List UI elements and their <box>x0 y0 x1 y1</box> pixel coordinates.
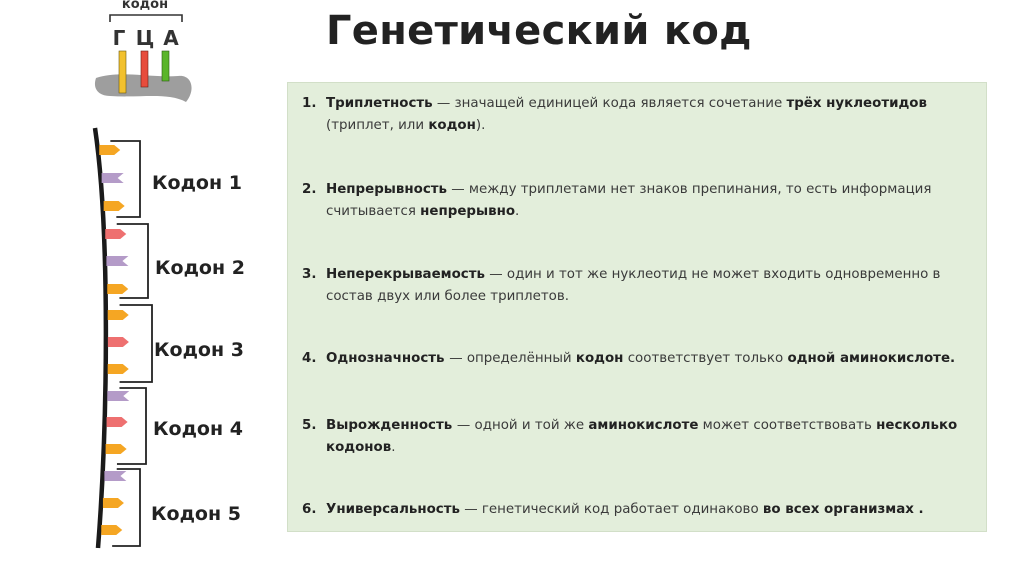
item-number: 2. <box>302 182 317 197</box>
emphasis-text: несколько кодонов <box>326 418 958 455</box>
codon-label-2: Кодон 2 <box>155 257 245 279</box>
emphasis-text: кодон <box>575 351 624 366</box>
body-text: (триплет, или <box>326 118 429 133</box>
codon-top-label: кодон <box>121 0 169 12</box>
body-text: соответствует только <box>623 351 788 366</box>
emphasis-text: кодон <box>428 118 476 133</box>
item-text <box>326 499 972 521</box>
item-number: 3. <box>302 267 317 282</box>
body-text: — генетический код работает одинаково <box>459 502 763 517</box>
nucleotide-flag <box>106 444 127 454</box>
nucleotide-flag <box>107 284 128 294</box>
emphasis-text: аминокислоте <box>588 418 699 433</box>
property-item-3 <box>302 264 972 308</box>
nucleotide-flag <box>107 417 128 427</box>
body-text: — одной и той же <box>456 418 589 433</box>
property-item-2 <box>302 179 972 223</box>
emphasis-text: трёх нуклеотидов <box>786 96 927 111</box>
nucleotide-flag <box>103 498 124 508</box>
nucleotide-flag <box>108 337 129 347</box>
property-item-1 <box>302 93 972 137</box>
item-text <box>326 415 972 459</box>
emphasis-text: непрерывно <box>420 204 516 219</box>
emphasis-text: Непрерывность <box>326 182 447 197</box>
emphasis-text: во всех организмах . <box>762 502 924 517</box>
property-item-6 <box>302 499 972 521</box>
bar-yellow <box>119 51 126 93</box>
item-text <box>326 348 972 370</box>
nucleotide-flag <box>108 364 129 374</box>
dna-strand-figure <box>0 0 280 574</box>
emphasis-text: Триплетность <box>326 96 433 111</box>
body-text: . <box>515 204 520 219</box>
body-text: — между триплетами нет знаков препинания, то есть информация считывается <box>326 182 932 219</box>
nucleotide-flag <box>102 173 124 183</box>
item-number: 4. <box>302 351 317 366</box>
letter-ts: Ц <box>135 26 155 50</box>
emphasis-text: Вырожденность <box>326 418 457 433</box>
item-number: 5. <box>302 418 317 433</box>
nucleotide-flag <box>106 256 128 266</box>
item-text <box>326 179 972 223</box>
codon-label-4: Кодон 4 <box>153 418 243 440</box>
strand-line <box>95 128 106 548</box>
property-item-5 <box>302 415 972 459</box>
body-text: . <box>391 440 396 455</box>
codon-label-5: Кодон 5 <box>151 503 241 525</box>
nucleotide-flag <box>99 145 120 155</box>
page-title: Генетический код <box>326 8 752 54</box>
body-text: ). <box>475 118 486 133</box>
nucleotide-flag <box>104 201 125 211</box>
codon-label-1: Кодон 1 <box>152 172 242 194</box>
letter-a: А <box>163 26 179 50</box>
emphasis-text: Неперекрываемость <box>326 267 485 282</box>
nucleotide-flag <box>108 310 129 320</box>
bar-red <box>141 51 148 87</box>
nucleotide-flag <box>104 471 126 481</box>
emphasis-text: Универсальность <box>326 502 460 517</box>
body-text: — значащей единицей кода является сочетание <box>432 96 787 111</box>
body-text: может соответствовать <box>698 418 877 433</box>
nucleotide-flag <box>101 525 122 535</box>
emphasis-text: одной аминокислоте. <box>787 351 956 366</box>
item-number: 6. <box>302 502 317 517</box>
letter-g: Г <box>112 26 126 50</box>
body-text: — определённый <box>449 351 576 366</box>
item-text <box>326 93 972 137</box>
properties-panel <box>287 82 987 532</box>
body-text: — один и тот же нуклеотид не может входить одновременно в состав двух или более триплетов. <box>326 267 941 304</box>
nucleotide-flag <box>107 391 129 401</box>
item-number: 1. <box>302 96 317 111</box>
emphasis-text: Однозначность <box>326 351 450 366</box>
nucleotide-flag <box>105 229 126 239</box>
bar-green <box>162 51 169 81</box>
item-text <box>326 264 972 308</box>
property-item-4 <box>302 348 972 370</box>
codon-top-bracket <box>110 15 182 22</box>
codon-label-3: Кодон 3 <box>154 339 244 361</box>
